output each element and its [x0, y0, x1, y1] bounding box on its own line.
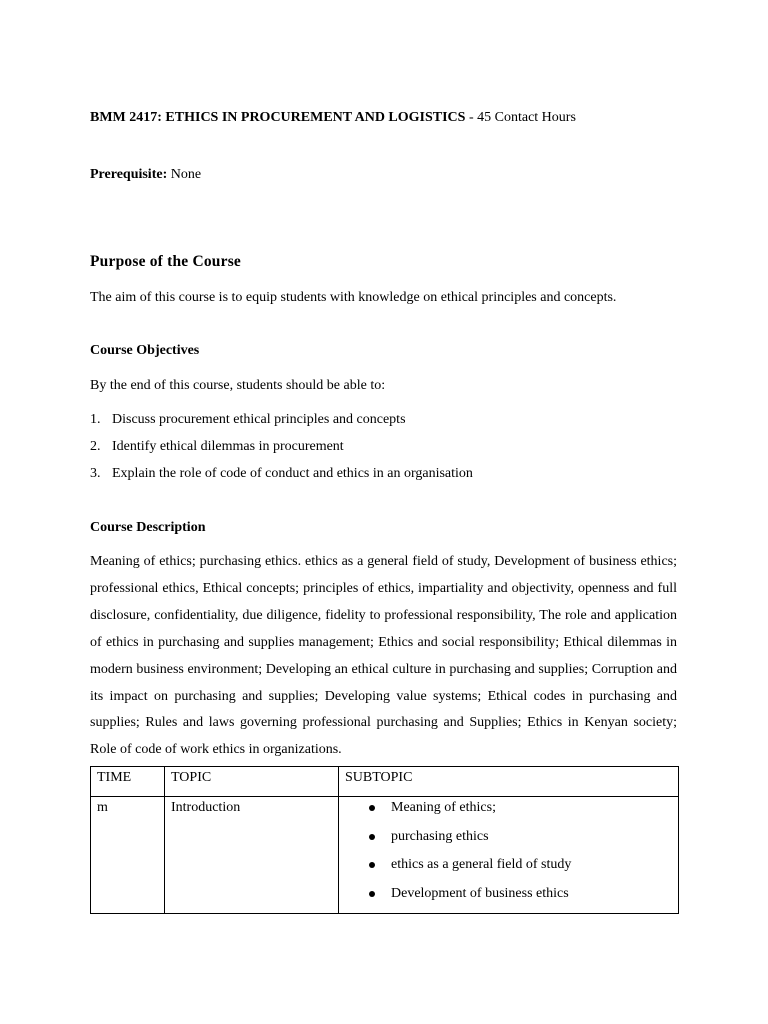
subtopic-text: Meaning of ethics;	[391, 800, 496, 815]
list-item-number: 3.	[90, 466, 101, 481]
list-item-text: Identify ethical dilemmas in procurement	[112, 439, 344, 454]
subtopic-text: ethics as a general field of study	[391, 857, 572, 873]
list-item-text: Explain the role of code of conduct and ethics in an organisation	[112, 466, 473, 481]
list-item-number: 1.	[90, 412, 101, 427]
contact-hours: - 45 Contact Hours	[465, 110, 576, 125]
bullet-icon	[369, 805, 375, 811]
prerequisite-value: None	[167, 167, 202, 182]
list-item-text: Discuss procurement ethical principles and concepts	[112, 412, 406, 427]
purpose-text: The aim of this course is to equip students with knowledge on ethical principles and concepts.	[90, 290, 617, 305]
list-item	[90, 411, 406, 429]
objectives-intro: By the end of this course, students should be able to:	[90, 378, 386, 393]
table-header-row	[91, 767, 679, 797]
syllabus-table	[90, 766, 679, 914]
list-item-number: 2.	[90, 439, 101, 454]
topic-cell: Introduction	[165, 797, 339, 914]
subtopic-item	[345, 828, 672, 857]
subtopic-text: purchasing ethics	[391, 828, 489, 844]
subtopic-item	[345, 799, 672, 828]
table-row	[91, 797, 679, 914]
course-title-line	[90, 109, 576, 127]
subtopic-cell	[339, 797, 679, 914]
objectives-heading: Course Objectives	[90, 343, 200, 358]
column-header-topic: TOPIC	[165, 767, 339, 797]
column-header-subtopic: SUBTOPIC	[339, 767, 679, 797]
subtopic-text: Development of business ethics	[391, 885, 569, 901]
subtopic-list	[345, 799, 672, 913]
description-text: Meaning of ethics; purchasing ethics. ethics as a general field of study, Development of business ethics; professional ethics, Ethical concepts; principles of ethics, impartiality and objectivity, openness and full disclosure, confidentiality, due diligence, fidelity to professional responsibility, The role and application of ethics in purchasing and supplies management; Ethics and social responsibility; Ethical dilemmas in modern business environment; Developing an ethical culture in purchasing and supplies; Corruption and its impact on purchasing and supplies; Developing value systems; Ethical codes in purchasing and supplies; Rules and laws governing professional purchasing and Supplies; Ethics in Kenyan society; Role of code of work ethics in organizations.	[90, 554, 677, 758]
column-header-time: TIME	[91, 767, 165, 797]
subtopic-item	[345, 856, 672, 885]
list-item	[90, 465, 473, 483]
list-item	[90, 438, 344, 456]
prerequisite-line	[90, 166, 201, 184]
bullet-icon	[369, 862, 375, 868]
subtopic-item	[345, 885, 672, 914]
purpose-heading: Purpose of the Course	[90, 253, 242, 270]
description-heading: Course Description	[90, 520, 206, 535]
bullet-icon	[369, 891, 375, 897]
course-code-title: BMM 2417: ETHICS IN PROCUREMENT AND LOGISTICS	[90, 110, 466, 125]
bullet-icon	[369, 834, 375, 840]
prerequisite-label: Prerequisite:	[90, 167, 168, 182]
time-cell: m	[91, 797, 165, 914]
